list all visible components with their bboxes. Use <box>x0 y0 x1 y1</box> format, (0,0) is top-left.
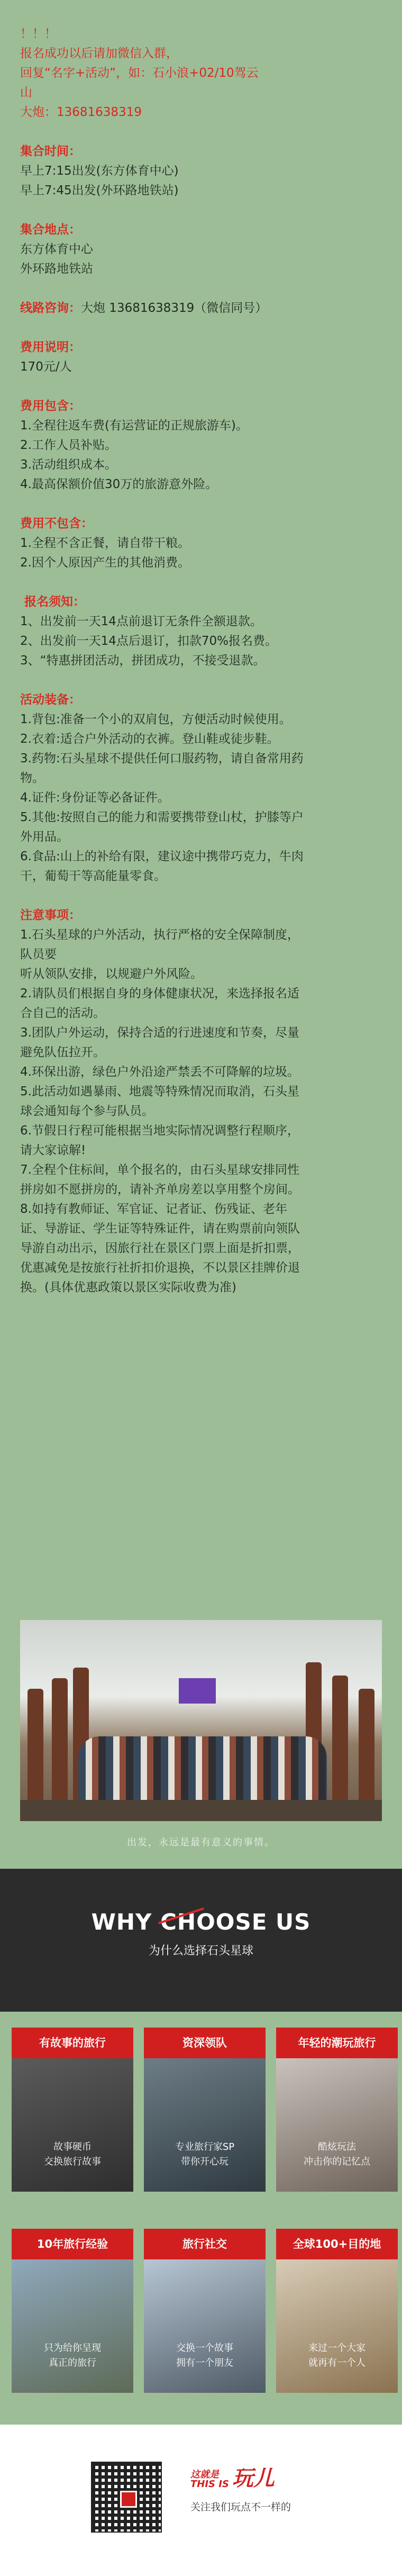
section-heading: 注意事项： <box>20 908 81 922</box>
spacer <box>20 377 385 397</box>
card-image <box>12 2259 133 2393</box>
text-line: 早上7:15出发(东方体育中心) <box>20 164 179 178</box>
text-line: 物。 <box>20 771 44 785</box>
text-line: 1.全程不含正餐，请自带干粮。 <box>20 536 190 550</box>
section-heading: 集合地点： <box>20 223 81 237</box>
text-line: 5.此活动如遇暴雨、地震等特殊情况而取消，石头星 <box>20 1085 299 1098</box>
section-heading: 费用说明： <box>20 340 81 354</box>
spacer <box>20 318 385 338</box>
card-title: 旅行社交 <box>144 2229 266 2259</box>
consult-line <box>20 299 385 318</box>
section-heading: 集合时间： <box>20 145 81 158</box>
group-photo <box>20 1620 382 1821</box>
text-line: 大炮：13681638319 <box>20 105 142 119</box>
feature-card[interactable] <box>12 2028 133 2192</box>
qr-code[interactable] <box>91 2462 162 2533</box>
text-line: 早上7:45出发(外环路地铁站) <box>20 184 179 197</box>
text-line: 回复“名字+活动”，如：石小浪+02/10驾云 <box>20 66 259 80</box>
spacer <box>20 279 385 299</box>
text-line: 导游自动出示，因旅行社在景区门票上面是折扣票， <box>20 1241 300 1255</box>
card-image <box>276 2259 398 2393</box>
text-line: 报名成功以后请加微信入群， <box>20 47 178 60</box>
text-line: 1.全程往返车费(有运营证的正规旅游车)。 <box>20 419 248 433</box>
card-title: 资深领队 <box>144 2028 266 2058</box>
spacer <box>20 573 385 592</box>
photo-caption: 出发，永远是最有意义的事情。 <box>127 1837 275 1848</box>
info-content <box>20 24 385 1298</box>
text-line: 6.食品:山上的补给有限，建议途中携带巧克力，牛肉 <box>20 850 304 863</box>
totem-pole <box>28 1689 43 1800</box>
spacer <box>20 494 385 514</box>
text-line: 外用品。 <box>20 830 69 844</box>
card-image <box>144 2058 266 2192</box>
card-title: 有故事的旅行 <box>12 2028 133 2058</box>
card-text: 交换一个故事 拥有一个朋友 <box>176 2343 233 2368</box>
feature-card[interactable] <box>276 2028 398 2192</box>
qr-logo <box>120 2491 137 2508</box>
card-title: 年轻的潮玩旅行 <box>276 2028 398 2058</box>
text-line: 3、“特惠拼团活动，拼团成功，不接受退款。 <box>20 654 266 668</box>
text-line: 4.证件:身份证等必备证件。 <box>20 791 170 805</box>
section-heading: 费用包含： <box>20 399 81 413</box>
text-line: 6.节假日行程可能根据当地实际情况调整行程顺序， <box>20 1124 299 1138</box>
text-line: 干，葡萄干等高能量零食。 <box>20 869 166 883</box>
feature-card[interactable] <box>144 2028 266 2192</box>
text-line: 优惠减免是按旅行社折扣价退换，不以景区挂牌价退 <box>20 1261 300 1275</box>
totem-pole <box>332 1676 348 1800</box>
card-image <box>144 2259 266 2393</box>
slogan-big: 玩儿 <box>232 2466 275 2491</box>
text-line: 合自己的活动。 <box>20 1006 105 1020</box>
text-line: 3.团队户外运动，保持合适的行进速度和节奏，尽量 <box>20 1026 299 1040</box>
card-text: 酷炫玩法 冲击你的记忆点 <box>304 2141 370 2167</box>
footer <box>0 2425 402 2576</box>
text-line: 外环路地铁站 <box>20 262 93 276</box>
text-line: 拼房如不愿拼房的，请补齐单房差以享用整个房间。 <box>20 1183 300 1196</box>
feature-card[interactable] <box>12 2229 133 2393</box>
text-line: 4.环保出游，绿色户外沿途严禁丢不可降解的垃圾。 <box>20 1065 299 1079</box>
text-line: 避免队伍拉开。 <box>20 1046 105 1059</box>
text-line: ！！！ <box>20 27 57 41</box>
text-line: 170元/人 <box>20 360 72 374</box>
slogan <box>190 2462 365 2514</box>
why-title-b: US <box>267 1909 311 1935</box>
why-title-a: WHY <box>91 1909 161 1935</box>
text-line: 2.因个人原因产生的其他消费。 <box>20 556 190 570</box>
text-line: 换。(具体优惠政策以景区实际收费为准) <box>20 1281 236 1294</box>
text-line: 1.背包:准备一个小的双肩包，方便活动时候使用。 <box>20 713 291 726</box>
consult-label: 线路咨询： <box>20 301 81 315</box>
section-heading: 活动装备： <box>20 693 81 707</box>
text-line: 1.石头星球的户外活动，执行严格的安全保障制度， <box>20 928 299 942</box>
consult-value: 大炮 13681638319（微信同号） <box>81 301 268 315</box>
text-line: 山 <box>20 86 32 100</box>
group-flag <box>179 1678 216 1704</box>
card-text: 故事硬币 交换旅行故事 <box>44 2141 101 2167</box>
slogan-sub: 关注我们玩点不一样的 <box>190 2501 291 2513</box>
spacer <box>20 201 385 220</box>
text-line: 2.请队员们根据自身的身体健康状况，来选择报名适 <box>20 987 299 1001</box>
text-line: 7.全程个住标间，单个报名的，由石头星球安排同性 <box>20 1163 299 1177</box>
text-line: 2、出发前一天14点后退订，扣款70%报名费。 <box>20 634 278 648</box>
text-line: 2.工作人员补贴。 <box>20 438 117 452</box>
spacer <box>20 671 385 690</box>
card-text: 专业旅行家SP 带你开心玩 <box>175 2141 235 2167</box>
text-line: 证、导游证、学生证等特殊证件，请在购票前向领队 <box>20 1222 300 1236</box>
spacer <box>20 886 385 906</box>
totem-pole <box>52 1678 68 1800</box>
text-line: 听从领队安排，以规避户外风险。 <box>20 967 203 981</box>
spacer <box>20 122 385 142</box>
text-line: 1、出发前一天14点前退订无条件全额退款。 <box>20 615 262 628</box>
section-heading: 报名须知： <box>20 595 86 609</box>
text-line: 4.最高保额价值30万的旅游意外险。 <box>20 478 218 491</box>
card-image <box>12 2058 133 2192</box>
card-text: 来过一个大家 就再有一个人 <box>308 2343 366 2368</box>
feature-card[interactable] <box>276 2229 398 2393</box>
feature-card[interactable] <box>144 2229 266 2393</box>
text-line: 2.衣着:适合户外活动的衣裤。登山鞋或徒步鞋。 <box>20 732 279 746</box>
text-line: 5.其他:按照自己的能力和需要携带登山杖，护膝等户 <box>20 810 304 824</box>
section-heading: 费用不包含： <box>20 517 93 530</box>
text-line: 东方体育中心 <box>20 242 93 256</box>
card-title: 10年旅行经验 <box>12 2229 133 2259</box>
text-line: 球会通知每个参与队员。 <box>20 1104 154 1118</box>
text-line: 8.如持有教师证、军官证、记者证、伤残证、老年 <box>20 1202 287 1216</box>
group-people <box>78 1736 327 1800</box>
ground <box>20 1800 382 1821</box>
card-title: 全球100+目的地 <box>276 2229 398 2259</box>
why-subtitle: 为什么选择石头星球 <box>148 1944 253 1958</box>
totem-pole <box>359 1689 374 1800</box>
text-line: 3.药物:石头星球不提供任何口服药物，请自备常用药 <box>20 752 304 765</box>
card-text: 只为给你呈现 真正的旅行 <box>44 2343 101 2368</box>
text-line: 3.活动组织成本。 <box>20 458 117 472</box>
text-line: 队员要 <box>20 948 57 961</box>
why-choose-us-banner <box>0 1869 402 2012</box>
text-line: 请大家谅解! <box>20 1143 86 1157</box>
slogan-small: 这就是 THIS IS <box>190 2469 229 2490</box>
card-image <box>276 2058 398 2192</box>
why-title-strike: CHOOSE <box>160 1909 268 1935</box>
slogan-main <box>190 2462 365 2492</box>
